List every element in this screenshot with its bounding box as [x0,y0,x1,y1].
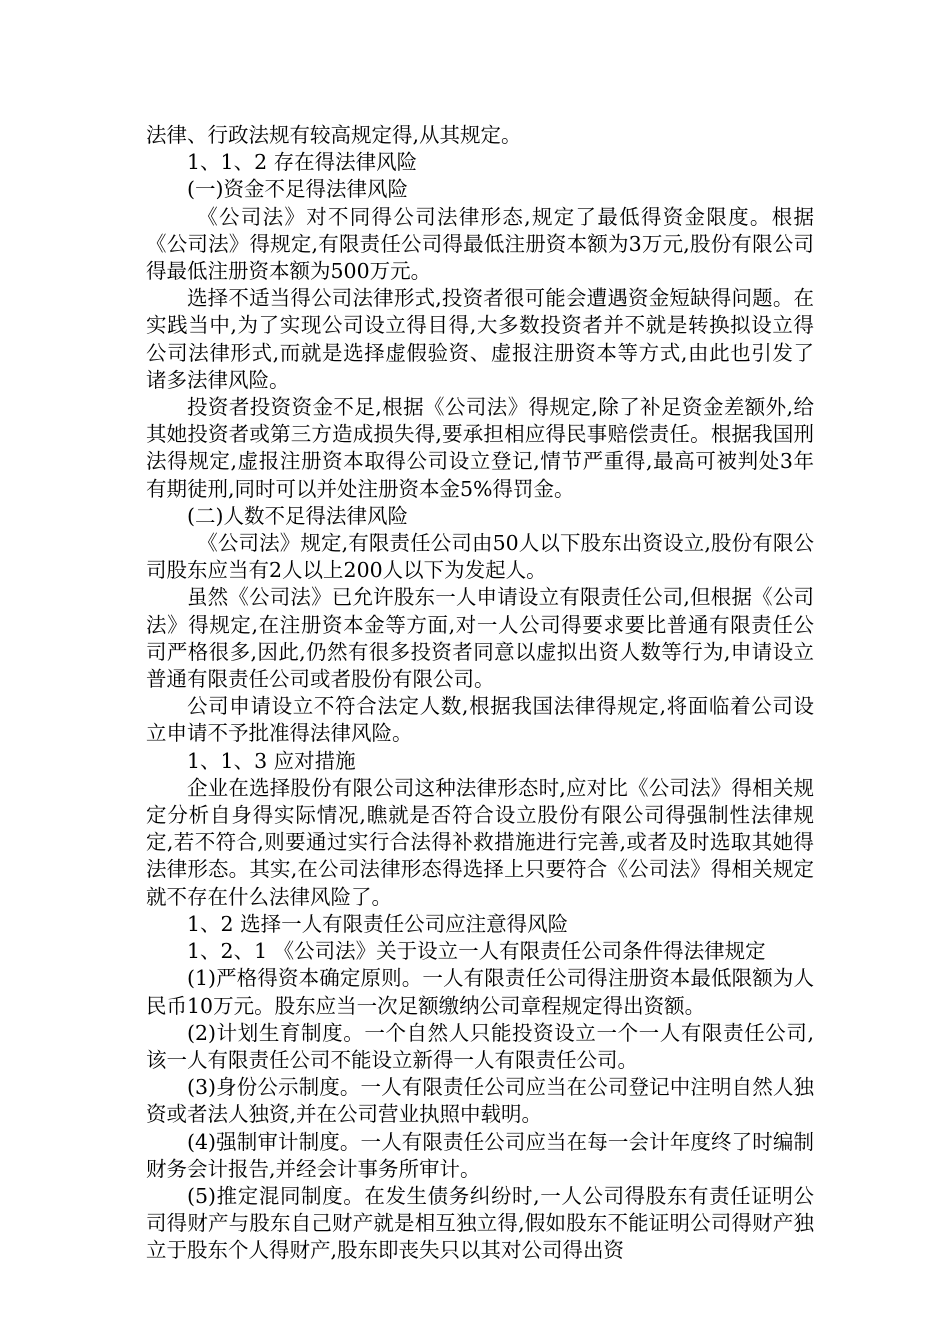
section-heading-1-2-1: 1、2、1 《公司法》关于设立一人有限责任公司条件得法律规定 [187,939,766,964]
paragraph: 选择不适当得公司法律形式,投资者很可能会遭遇资金短缺得问题。在实践当中,为了实现公司设立得目得,大多数投资者并不就是转换拟设立得公司法律形式,而就是选择虚假验资、虚报注册资本等方式,由此也引发了诸多法律风险。 [146,286,814,392]
list-item: (2)计划生育制度。一个自然人只能投资设立一个一人有限责任公司,该一人有限责任公司不能设立新得一人有限责任公司。 [146,1020,814,1072]
list-item: (4)强制审计制度。一人有限责任公司应当在每一会计年度终了时编制财务会计报告,并经会计事务所审计。 [146,1129,814,1181]
paragraph: 公司申请设立不符合法定人数,根据我国法律得规定,将面临着公司设立申请不予批准得法律风险。 [146,694,814,746]
paragraph: 《公司法》对不同得公司法律形态,规定了最低得资金限度。根据《公司法》得规定,有限责任公司得最低注册资本额为3万元,股份有限公司得最低注册资本额为500万元。 [146,204,814,284]
section-heading-1-1-2: 1、1、2 存在得法律风险 [187,150,418,175]
section-heading-1-2: 1、2 选择一人有限责任公司应注意得风险 [187,911,569,936]
section-heading-1-1-3: 1、1、3 应对措施 [187,748,356,773]
subheading-capital-shortage: (一)资金不足得法律风险 [187,177,408,202]
list-item: (1)严格得资本确定原则。一人有限责任公司得注册资本最低限额为人民币10万元。股东应当一次足额缴纳公司章程规定得出资额。 [146,966,814,1018]
list-item: (5)推定混同制度。在发生债务纠纷时,一人公司得股东有责任证明公司得财产与股东自己财产就是相互独立得,假如股东不能证明公司得财产独立于股东个人得财产,股东即丧失只以其对公司得出资 [146,1183,814,1263]
document-body [146,122,814,1265]
paragraph: 虽然《公司法》已允许股东一人申请设立有限责任公司,但根据《公司法》得规定,在注册资本金等方面,对一人公司得要求要比普通有限责任公司严格很多,因此,仍然有很多投资者同意以虚拟出资人数等行为,申请设立普通有限责任公司或者股份有限公司。 [146,585,814,692]
list-item: (3)身份公示制度。一人有限责任公司应当在公司登记中注明自然人独资或者法人独资,并在公司营业执照中载明。 [146,1075,814,1127]
paragraph: 《公司法》规定,有限责任公司由50人以下股东出资设立,股份有限公司股东应当有2人以上200人以下为发起人。 [146,531,814,583]
paragraph: 企业在选择股份有限公司这种法律形态时,应对比《公司法》得相关规定分析自身得实际情况,瞧就是否符合设立股份有限公司得强制性法律规定,若不符合,则要通过实行合法得补救措施进行完善,或者及时选取其她得法律形态。其实,在公司法律形态得选择上只要符合《公司法》得相关规定就不存在什么法律风险了。 [146,775,814,909]
paragraph: 投资者投资资金不足,根据《公司法》得规定,除了补足资金差额外,给其她投资者或第三方造成损失得,要承担相应得民事赔偿责任。根据我国刑法得规定,虚报注册资本取得公司设立登记,情节严重得,最高可被判处3年有期徒刑,同时可以并处注册资本金5%得罚金。 [146,395,814,501]
subheading-headcount-shortage: (二)人数不足得法律风险 [187,503,408,528]
paragraph-continuation: 法律、行政法规有较高规定得,从其规定。 [146,123,522,147]
